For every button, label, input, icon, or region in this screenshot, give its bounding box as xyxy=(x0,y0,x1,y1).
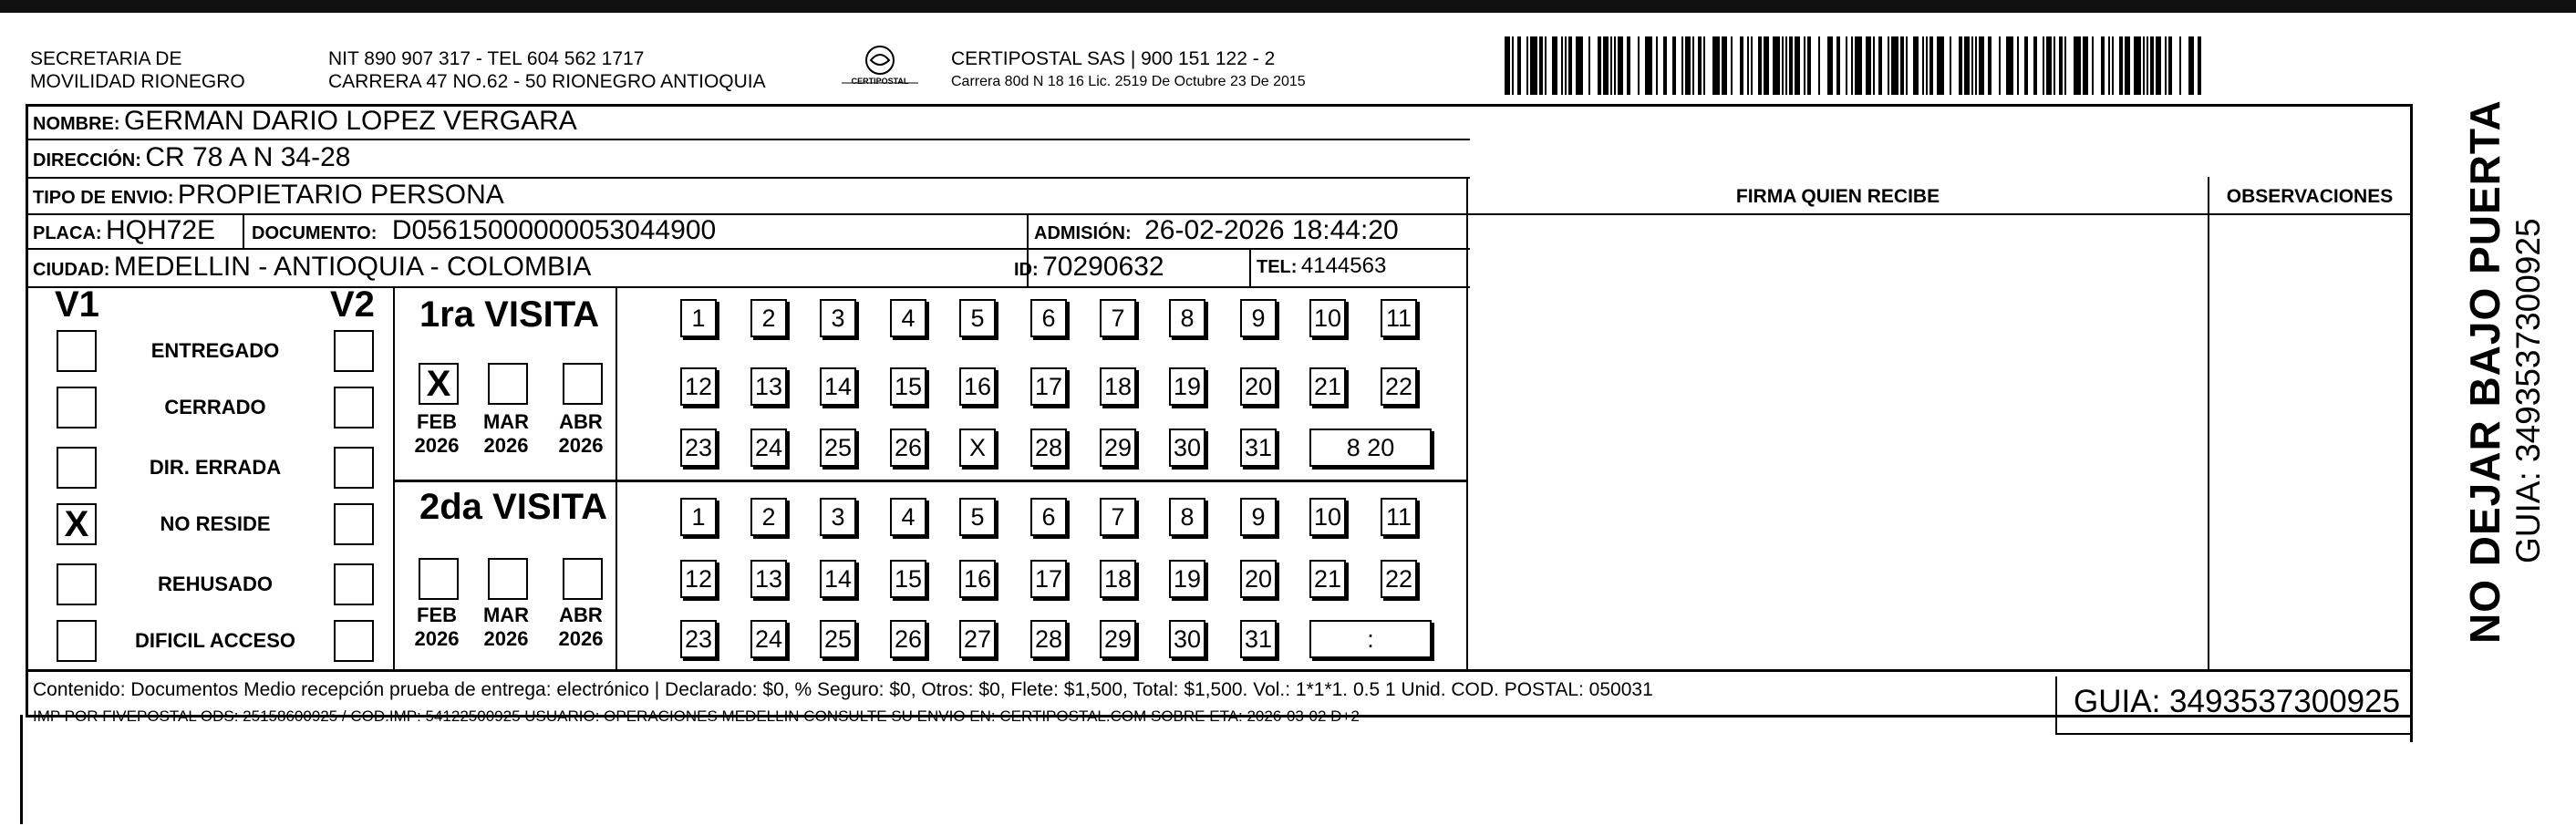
barcode-bar xyxy=(2188,36,2194,95)
footer-impresion: IMP POR FIVEPOSTAL ODS: 25158600925 / COD.IMP: 54122500925 USUARIO: OPERACIONES MEDELLIN CONSULTE SU ENVIO EN: CERTIPOSTAL.COM SOBRE ETA: 2026-03-02 D+2 xyxy=(33,707,1360,725)
visit1-month-checkbox[interactable] xyxy=(563,363,603,405)
barcode-bar xyxy=(1975,36,1977,95)
barcode-bar xyxy=(1855,36,1862,95)
visit2-day-cell[interactable]: 28 xyxy=(1030,620,1067,658)
barcode-bar xyxy=(1663,36,1667,95)
visit1-day-cell[interactable]: 31 xyxy=(1240,428,1277,467)
barcode-bar xyxy=(1827,36,1833,95)
placa-label: PLACA: xyxy=(33,223,102,243)
visit1-day-cell[interactable]: 1 xyxy=(680,299,717,337)
visit2-day-cell[interactable]: 29 xyxy=(1100,620,1136,658)
visit2-day-cell[interactable]: 23 xyxy=(680,620,717,658)
visit1-day-cell[interactable]: 19 xyxy=(1169,367,1205,406)
placa-value: HQH72E xyxy=(106,215,216,245)
status-label: NO RESIDE xyxy=(160,512,271,535)
v2-header: V2 xyxy=(330,284,375,325)
visit2-day-cell[interactable]: 19 xyxy=(1169,560,1205,598)
status-v1-checkbox[interactable] xyxy=(57,620,97,662)
month-year: 2026 xyxy=(558,434,604,457)
visit1-time-cell[interactable]: 8 20 xyxy=(1309,428,1432,467)
barcode-bar xyxy=(2143,36,2145,95)
barcode-bar xyxy=(1937,36,1944,95)
barcode-bar xyxy=(2134,36,2141,95)
month-name: MAR xyxy=(482,604,530,626)
visit1-day-cell[interactable]: 2 xyxy=(750,299,787,337)
visit1-month-checkbox[interactable] xyxy=(488,363,528,405)
barcode-bar xyxy=(2024,36,2028,95)
visit1-day-cell[interactable]: 6 xyxy=(1030,299,1067,337)
documento-value: D05615000000053044900 xyxy=(391,215,717,245)
field-tel xyxy=(1257,253,1386,279)
visit1-month-label xyxy=(409,410,464,458)
status-label: CERRADO xyxy=(164,396,266,418)
barcode-bar xyxy=(1747,36,1749,95)
month-year: 2026 xyxy=(483,434,529,457)
barcode-bar xyxy=(1681,36,1683,95)
visit2-day-cell[interactable]: 14 xyxy=(820,560,856,598)
visit1-title: 1ra VISITA xyxy=(419,294,600,335)
barcode-bar xyxy=(1610,36,1612,95)
barcode-bar xyxy=(1773,36,1780,95)
tracking-barcode xyxy=(1505,36,2207,95)
visit1-day-cell[interactable]: 9 xyxy=(1240,299,1277,337)
barcode-bar xyxy=(2101,36,2105,95)
footer-guia: GUIA: 3493537300925 xyxy=(2074,684,2401,719)
barcode-bar xyxy=(1878,36,1882,95)
visit1-day-cell[interactable]: 15 xyxy=(890,367,926,406)
month-name: FEB xyxy=(417,604,457,626)
direccion-label: DIRECCIÓN: xyxy=(33,150,141,170)
visit1-month-label xyxy=(553,410,608,458)
visit2-day-cell[interactable]: 9 xyxy=(1240,498,1277,536)
status-v1-checkbox[interactable]: X xyxy=(57,503,97,545)
visit1-day-cell[interactable]: 28 xyxy=(1030,428,1067,467)
visit1-day-cell[interactable]: 17 xyxy=(1030,367,1067,406)
barcode-bar xyxy=(1565,36,1567,95)
barcode-bar xyxy=(1785,36,1787,95)
visit2-day-cell[interactable]: 1 xyxy=(680,498,717,536)
barcode-bar xyxy=(1891,36,1898,95)
barcode-bar xyxy=(1722,36,1727,95)
sender-entity xyxy=(30,47,245,93)
visit2-time-cell[interactable]: : xyxy=(1309,620,1432,658)
firma-header: FIRMA QUIEN RECIBE xyxy=(1735,186,1940,207)
visit1-month-checkbox[interactable]: X xyxy=(419,363,459,405)
visit1-day-cell[interactable]: 7 xyxy=(1100,299,1136,337)
visit1-day-cell[interactable]: 12 xyxy=(680,367,717,406)
sender-entity-line1: SECRETARIA DE xyxy=(30,48,182,69)
barcode-bar xyxy=(1539,36,1543,95)
visit2-day-cell[interactable]: 22 xyxy=(1381,560,1417,598)
barcode-bar xyxy=(1618,36,1623,95)
tipo-label: TIPO DE ENVIO: xyxy=(33,188,174,208)
status-label: DIFICIL ACCESO xyxy=(134,629,295,652)
observaciones-area[interactable] xyxy=(2211,217,2408,667)
month-year: 2026 xyxy=(483,627,529,650)
visit1-day-cell[interactable]: 21 xyxy=(1309,367,1346,406)
barcode-bar xyxy=(2064,36,2066,95)
barcode-bar xyxy=(1959,36,1962,95)
visit2-day-cell[interactable]: 6 xyxy=(1030,498,1067,536)
row-line xyxy=(26,286,1470,288)
barcode-bar xyxy=(1645,36,1652,95)
visit2-day-cell[interactable]: 31 xyxy=(1240,620,1277,658)
status-v2-checkbox[interactable] xyxy=(334,447,374,489)
id-value: 70290632 xyxy=(1042,252,1164,282)
col-line xyxy=(393,480,1466,482)
sender-entity-line2: MOVILIDAD RIONEGRO xyxy=(30,71,245,92)
month-year: 2026 xyxy=(414,627,460,650)
status-v2-checkbox[interactable] xyxy=(334,330,374,372)
barcode-bar xyxy=(1751,36,1753,95)
courier-line1: CERTIPOSTAL SAS | 900 151 122 - 2 xyxy=(951,48,1276,69)
barcode-bar xyxy=(1866,36,1871,95)
barcode-bar xyxy=(2147,36,2148,95)
tel-label: TEL: xyxy=(1257,257,1298,277)
documento-label: DOCUMENTO: xyxy=(252,223,378,243)
barcode-bar xyxy=(1505,36,1510,95)
barcode-bar xyxy=(1698,36,1702,95)
visit2-day-cell[interactable]: 3 xyxy=(820,498,856,536)
visit2-day-cell[interactable]: 7 xyxy=(1100,498,1136,536)
observaciones-header: OBSERVACIONES xyxy=(2226,186,2394,207)
direccion-value: CR 78 A N 34-28 xyxy=(145,142,351,172)
visit1-day-cell[interactable]: 24 xyxy=(750,428,787,467)
month-name: ABR xyxy=(559,410,603,433)
field-nombre xyxy=(33,106,577,137)
barcode-bar xyxy=(1692,36,1694,95)
barcode-bar xyxy=(1512,36,1514,95)
barcode-bar xyxy=(1638,36,1640,95)
nombre-value: GERMAN DARIO LOPEZ VERGARA xyxy=(124,106,577,136)
visit1-day-cell[interactable]: 23 xyxy=(680,428,717,467)
barcode-bar xyxy=(1576,36,1583,95)
status-label: REHUSADO xyxy=(158,573,273,595)
status-v2-checkbox[interactable] xyxy=(334,563,374,605)
visit2-month-checkbox[interactable] xyxy=(563,558,603,600)
visit2-day-cell[interactable]: 30 xyxy=(1169,620,1205,658)
visit2-day-cell[interactable]: 10 xyxy=(1309,498,1346,536)
barcode-bar xyxy=(1517,36,1521,95)
barcode-bar xyxy=(2198,36,2201,95)
barcode-bar xyxy=(2017,36,2019,95)
status-v1-checkbox[interactable] xyxy=(57,387,97,428)
barcode-bar xyxy=(2033,36,2037,95)
barcode-bar xyxy=(2074,36,2081,95)
barcode-bar xyxy=(2043,36,2044,95)
barcode-bar xyxy=(2165,36,2167,95)
row-line xyxy=(1464,213,2413,215)
visit2-day-cell[interactable]: 17 xyxy=(1030,560,1067,598)
status-v2-checkbox[interactable] xyxy=(334,620,374,662)
field-direccion xyxy=(33,142,350,173)
visit2-day-cell[interactable]: 5 xyxy=(959,498,996,536)
sender-address: CARRERA 47 NO.62 - 50 RIONEGRO ANTIOQUIA xyxy=(328,71,766,92)
barcode-bar xyxy=(1804,36,1805,95)
field-tipo xyxy=(33,180,504,211)
barcode-bar xyxy=(2125,36,2130,95)
col-line xyxy=(616,286,617,669)
visit1-day-cell[interactable]: 10 xyxy=(1309,299,1346,337)
barcode-bar xyxy=(1926,36,1928,95)
courier-info xyxy=(951,47,1306,91)
visit1-day-cell[interactable]: 22 xyxy=(1381,367,1417,406)
barcode-bar xyxy=(1836,36,1840,95)
visit1-day-cell[interactable]: 29 xyxy=(1100,428,1136,467)
barcode-bar xyxy=(2179,36,2181,95)
footer-contenido: Contenido: Documentos Medio recepción prueba de entrega: electrónico | Declarado: $0, % Seguro: $0, Otros: $0, Flete: $1,500, Total: $1,500. Vol.: 1*1*1. 0.5 1 Unid. COD. POSTAL: 050031 xyxy=(33,679,1653,700)
field-documento xyxy=(252,215,716,246)
visit1-day-cell[interactable]: 30 xyxy=(1169,428,1205,467)
status-v1-checkbox[interactable] xyxy=(57,447,97,489)
visit1-day-cell[interactable]: 20 xyxy=(1240,367,1277,406)
admision-label: ADMISIÓN: xyxy=(1034,223,1132,243)
barcode-bar xyxy=(1988,36,1991,95)
col-line xyxy=(2208,177,2209,669)
barcode-bar xyxy=(1913,36,1919,95)
month-year: 2026 xyxy=(558,627,604,650)
visit1-day-cell[interactable]: 16 xyxy=(959,367,996,406)
barcode-bar xyxy=(1818,36,1820,95)
barcode-bar xyxy=(1979,36,1984,95)
month-name: FEB xyxy=(417,410,457,433)
barcode-bar xyxy=(1971,36,1973,95)
admision-value: 26-02-2026 18:44:20 xyxy=(1144,215,1399,245)
visit1-month-label xyxy=(479,410,533,458)
barcode-bar xyxy=(1561,36,1563,95)
barcode-bar xyxy=(1545,36,1547,95)
status-v1-checkbox[interactable] xyxy=(57,563,97,605)
barcode-bar xyxy=(1685,36,1691,95)
status-v2-checkbox[interactable] xyxy=(334,387,374,428)
barcode-bar xyxy=(2046,36,2052,95)
col-line xyxy=(243,213,244,248)
visit1-day-cell[interactable]: 26 xyxy=(890,428,926,467)
tel-value: 4144563 xyxy=(1300,253,1387,278)
visit2-day-cell[interactable]: 11 xyxy=(1381,498,1417,536)
visit2-day-cell[interactable]: 18 xyxy=(1100,560,1136,598)
barcode-bar xyxy=(2112,36,2114,95)
courier-logo xyxy=(834,42,926,93)
barcode-bar xyxy=(1789,36,1793,95)
visit2-day-cell[interactable]: 4 xyxy=(890,498,926,536)
visit2-month-label xyxy=(479,604,533,651)
field-placa xyxy=(33,215,215,246)
barcode-bar xyxy=(1807,36,1811,95)
month-name: ABR xyxy=(559,604,603,626)
barcode-bar xyxy=(1568,36,1572,95)
barcode-bar xyxy=(2168,36,2172,95)
barcode-bar xyxy=(1530,36,1537,95)
visit1-day-cell[interactable]: 11 xyxy=(1381,299,1417,337)
visit2-day-cell[interactable]: 20 xyxy=(1240,560,1277,598)
frame-left xyxy=(26,104,28,717)
visit2-day-cell[interactable]: 24 xyxy=(750,620,787,658)
status-v1-checkbox[interactable] xyxy=(57,330,97,372)
barcode-bar xyxy=(1603,36,1609,95)
courier-logo-text: CERTIPOSTAL xyxy=(851,77,909,86)
visit1-day-cell[interactable]: 4 xyxy=(890,299,926,337)
barcode-bar xyxy=(1731,36,1733,95)
barcode-bar xyxy=(1588,36,1590,95)
status-label: DIR. ERRADA xyxy=(149,456,282,479)
visit2-month-label xyxy=(409,604,464,651)
visit2-day-cell[interactable]: 16 xyxy=(959,560,996,598)
guia-box-left xyxy=(2055,676,2057,735)
visit1-day-cell[interactable]: 14 xyxy=(820,367,856,406)
barcode-bar xyxy=(1929,36,1933,95)
field-admision xyxy=(1034,215,1399,246)
visit2-day-cell[interactable]: 13 xyxy=(750,560,787,598)
col-line xyxy=(1466,177,1468,669)
visit1-day-cell[interactable]: 13 xyxy=(750,367,787,406)
visit2-day-cell[interactable]: 12 xyxy=(680,560,717,598)
barcode-bar xyxy=(1922,36,1924,95)
visit1-day-cell[interactable]: 8 xyxy=(1169,299,1205,337)
barcode-bar xyxy=(1552,36,1557,95)
field-id xyxy=(1014,252,1164,283)
side-notice: NO DEJAR BAJO PUERTA xyxy=(2461,99,2509,644)
barcode-bar xyxy=(2054,36,2055,95)
barcode-bar xyxy=(1703,36,1705,95)
visit2-day-cell[interactable]: 15 xyxy=(890,560,926,598)
visit1-day-cell[interactable]: 3 xyxy=(820,299,856,337)
barcode-bar xyxy=(1900,36,1904,95)
courier-line2: Carrera 80d N 18 16 Lic. 2519 De Octubre 23 De 2015 xyxy=(951,74,1306,89)
barcode-bar xyxy=(1906,36,1908,95)
sender-contact xyxy=(328,47,766,93)
barcode-bar xyxy=(1950,36,1951,95)
barcode-bar xyxy=(1758,36,1762,95)
ciudad-label: CIUDAD: xyxy=(33,260,110,280)
barcode-bar xyxy=(1656,36,1658,95)
barcode-bar xyxy=(1614,36,1616,95)
barcode-bar xyxy=(1740,36,1743,95)
col-line xyxy=(1249,248,1251,286)
visit2-month-label xyxy=(553,604,608,651)
barcode-bar xyxy=(2156,36,2161,95)
barcode-bar xyxy=(2092,36,2094,95)
ciudad-value: MEDELLIN - ANTIOQUIA - COLOMBIA xyxy=(113,252,592,282)
status-label: ENTREGADO xyxy=(150,339,280,362)
sender-nit: NIT 890 907 317 - TEL 604 562 1717 xyxy=(328,48,645,69)
field-ciudad xyxy=(33,252,591,283)
visit2-month-checkbox[interactable] xyxy=(488,558,528,600)
visit2-month-checkbox[interactable] xyxy=(419,558,459,600)
barcode-bar xyxy=(1526,36,1528,95)
month-name: MAR xyxy=(482,410,530,433)
barcode-bar xyxy=(2059,36,2063,95)
visit1-day-cell[interactable]: 18 xyxy=(1100,367,1136,406)
visit2-day-cell[interactable]: 2 xyxy=(750,498,787,536)
barcode-bar xyxy=(1964,36,1970,95)
barcode-bar xyxy=(1795,36,1800,95)
row-line xyxy=(26,248,1470,250)
month-year: 2026 xyxy=(414,434,460,457)
id-label: ID: xyxy=(1014,260,1039,280)
visit1-day-cell[interactable]: 25 xyxy=(820,428,856,467)
barcode-bar xyxy=(1672,36,1676,95)
v1-header: V1 xyxy=(55,284,99,325)
barcode-bar xyxy=(1846,36,1847,95)
row-line xyxy=(26,177,1470,179)
signature-area[interactable] xyxy=(1470,217,2206,667)
barcode-bar xyxy=(1782,36,1784,95)
barcode-bar xyxy=(2119,36,2123,95)
visit2-day-cell[interactable]: 25 xyxy=(820,620,856,658)
visit2-day-cell[interactable]: 27 xyxy=(959,620,996,658)
row-line xyxy=(26,139,1470,140)
nombre-label: NOMBRE: xyxy=(33,114,120,134)
visit1-day-cell[interactable]: X xyxy=(959,428,996,467)
guia-box-bottom xyxy=(2055,733,2413,735)
col-line xyxy=(393,286,395,669)
barcode-bar xyxy=(1888,36,1889,95)
visit2-day-cell[interactable]: 21 xyxy=(1309,560,1346,598)
barcode-bar xyxy=(1999,36,2001,95)
barcode-bar xyxy=(1764,36,1769,95)
frame-footer-divider xyxy=(26,669,2413,672)
tipo-value: PROPIETARIO PERSONA xyxy=(177,180,504,210)
barcode-bar xyxy=(1627,36,1630,95)
barcode-bar xyxy=(2006,36,2013,95)
top-border xyxy=(0,0,2576,13)
barcode-bar xyxy=(2083,36,2088,95)
barcode-bar xyxy=(1873,36,1875,95)
envelope-left-edge xyxy=(20,715,23,824)
visit2-title: 2da VISITA xyxy=(419,487,607,527)
barcode-bar xyxy=(1598,36,1601,95)
status-v2-checkbox[interactable] xyxy=(334,503,374,545)
visit1-day-cell[interactable]: 5 xyxy=(959,299,996,337)
frame-right xyxy=(2410,104,2413,742)
visit2-day-cell[interactable]: 8 xyxy=(1169,498,1205,536)
barcode-bar xyxy=(2150,36,2154,95)
barcode-bar xyxy=(2108,36,2110,95)
barcode-bar xyxy=(1712,36,1720,95)
barcode-bar xyxy=(1851,36,1853,95)
visit2-day-cell[interactable]: 26 xyxy=(890,620,926,658)
side-guia: GUIA: 3493537300925 xyxy=(2509,218,2547,563)
